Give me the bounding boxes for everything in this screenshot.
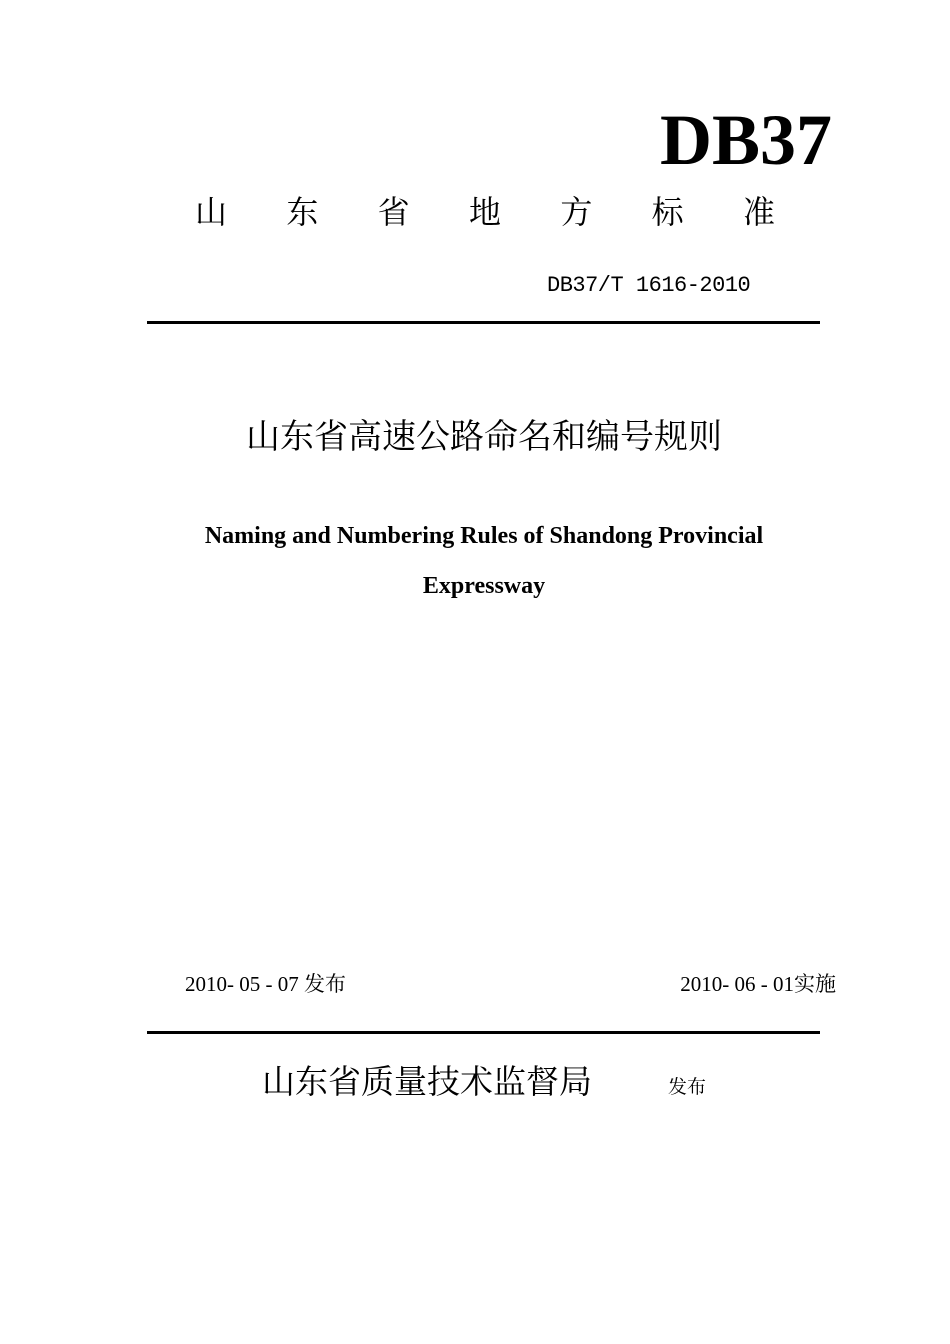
standard-type-char: 东 — [286, 193, 319, 231]
implementation-date: 2010- 06 - 01实施 — [680, 972, 836, 996]
top-divider — [147, 321, 820, 324]
issuing-label: 发布 — [668, 1076, 707, 1098]
standard-type-char: 方 — [560, 193, 593, 231]
title-english-line2: Expressway — [422, 573, 546, 599]
standard-type-char: 地 — [468, 193, 501, 231]
issue-date: 2010- 05 - 07 发布 — [185, 972, 346, 996]
standard-code-logo: DB37 — [659, 100, 832, 180]
bottom-divider — [147, 1031, 820, 1034]
standard-type-char: 标 — [651, 193, 684, 231]
issuing-authority: 山东省质量技术监督局 — [262, 1062, 592, 1101]
standard-number: DB37/T 1616-2010 — [547, 273, 751, 298]
standard-type-char: 山 — [195, 193, 228, 231]
title-chinese: 山东省高速公路命名和编号规则 — [246, 417, 722, 457]
standard-type-char: 省 — [377, 193, 410, 231]
standard-type-char: 准 — [742, 193, 775, 231]
title-english-line1: Naming and Numbering Rules of Shandong Provincial — [204, 523, 764, 549]
standard-type-heading — [195, 190, 775, 234]
